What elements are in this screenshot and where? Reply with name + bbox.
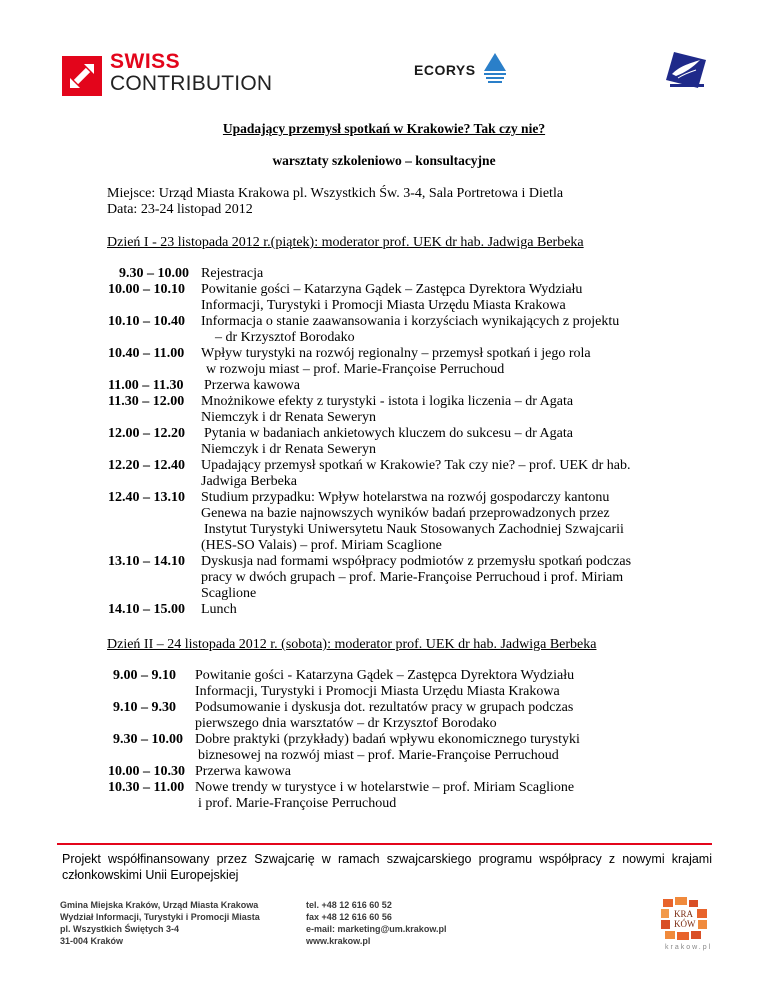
schedule-desc: – dr Krzysztof Borodako — [215, 330, 355, 345]
schedule-desc: Przerwa kawowa — [204, 378, 301, 393]
krakow-logo-text-top: KRA — [674, 909, 694, 919]
krakow-logo — [661, 897, 707, 946]
address-line: Wydział Informacji, Turystyki i Promocji Miasta — [60, 912, 260, 922]
schedule-desc: Powitanie gości – Katarzyna Gądek – Zastępca Dyrektora Wydziału — [201, 282, 583, 297]
schedule-time: 11.30 – 12.00 — [108, 394, 185, 409]
schedule-desc: Genewa na bazie najnowszych wyników badań przeprowadzonych przez — [201, 506, 610, 521]
schedule-time: 9.30 – 10.00 — [113, 732, 183, 747]
schedule-time: 9.10 – 9.30 — [113, 700, 176, 715]
schedule-desc: Dobre praktyki (przykłady) badań wpływu ekonomicznego turystyki — [195, 732, 580, 747]
schedule-desc: Powitanie gości - Katarzyna Gądek – Zastępca Dyrektora Wydziału — [195, 668, 575, 683]
footer-funding-note: Projekt współfinansowany przez Szwajcarię w ramach szwajcarskiego programu współpracy z nowymi krajami członkowskimi Unii Europejskiej — [62, 852, 712, 882]
schedule-desc: w rozwoju miast – prof. Marie-Françoise Perruchoud — [206, 362, 505, 377]
contact-website[interactable]: www.krakow.pl — [306, 936, 371, 946]
day1-heading: Dzień I - 23 listopada 2012 r.(piątek): moderator prof. UEK dr hab. Jadwiga Berbeka — [107, 235, 584, 250]
contact-fax: fax +48 12 616 60 56 — [306, 912, 392, 922]
schedule-time: 10.40 – 11.00 — [108, 346, 185, 361]
schedule-time: 10.10 – 10.40 — [108, 314, 185, 329]
schedule-desc: Wpływ turystyki na rozwój regionalny – przemysł spotkań i jego rola — [201, 346, 591, 361]
schedule-desc: pierwszego dnia warsztatów – dr Krzysztof Borodako — [195, 716, 497, 731]
schedule-desc: Informacja o stanie zaawansowania i korzyściach wynikających z projektu — [201, 314, 620, 329]
schedule-time: 10.30 – 11.00 — [108, 780, 185, 795]
schedule-time: 13.10 – 14.10 — [108, 554, 185, 569]
schedule-desc: Scaglione — [201, 586, 257, 601]
footer-divider — [57, 843, 712, 845]
date-line: Data: 23-24 listopad 2012 — [107, 202, 253, 217]
schedule-desc: pracy w dwóch grupach – prof. Marie-Françoise Perruchoud i prof. Miriam — [201, 570, 624, 585]
schedule-time: 14.10 – 15.00 — [108, 602, 185, 617]
ecorys-sail-icon — [482, 53, 508, 90]
address-line: pl. Wszystkich Świętych 3-4 — [60, 924, 180, 934]
schedule-time: 11.00 – 11.30 — [108, 378, 184, 393]
ecorys-logo-text: ECORYS — [414, 62, 476, 78]
schedule-time: 9.30 – 10.00 — [119, 266, 189, 281]
krakow-url: krakow.pl — [665, 944, 713, 951]
bird-emblem-icon — [664, 48, 708, 97]
schedule-desc: (HES-SO Valais) – prof. Miriam Scaglione — [201, 538, 442, 553]
schedule-time: 12.20 – 12.40 — [108, 458, 185, 473]
swiss-logo-text-1: SWISS — [110, 50, 181, 73]
schedule-time: 10.00 – 10.30 — [108, 764, 185, 779]
footer-address — [60, 899, 260, 947]
schedule-desc: Lunch — [201, 602, 237, 617]
krakow-logo-text-bottom: KÓW — [674, 919, 696, 929]
schedule-time: 10.00 – 10.10 — [108, 282, 185, 297]
schedule-desc: Mnożnikowe efekty z turystyki - istota i logika liczenia – dr Agata — [201, 394, 574, 409]
schedule-desc: Przerwa kawowa — [195, 764, 292, 779]
contact-phone: tel. +48 12 616 60 52 — [306, 900, 392, 910]
schedule-time: 12.00 – 12.20 — [108, 426, 185, 441]
swiss-flag-icon — [62, 56, 102, 96]
schedule-desc: Studium przypadku: Wpływ hotelarstwa na rozwój gospodarczy kantonu — [201, 490, 610, 505]
schedule-desc: Jadwiga Berbeka — [201, 474, 298, 489]
schedule-desc: Niemczyk i dr Renata Seweryn — [201, 442, 376, 457]
schedule-desc: Informacji, Turystyki i Promocji Miasta Urzędu Miasta Krakowa — [201, 298, 566, 313]
contact-email[interactable]: e-mail: marketing@um.krakow.pl — [306, 924, 447, 934]
swiss-logo-text-2: CONTRIBUTION — [110, 72, 273, 95]
address-line: Gmina Miejska Kraków, Urząd Miasta Krakowa — [60, 900, 259, 910]
document-title: Upadający przemysł spotkań w Krakowie? Tak czy nie? — [222, 121, 546, 136]
document-subtitle: warsztaty szkoleniowo – konsultacyjne — [272, 153, 496, 168]
schedule-desc: Rejestracja — [201, 266, 264, 281]
place-line: Miejsce: Urząd Miasta Krakowa pl. Wszystkich Św. 3-4, Sala Portretowa i Dietla — [107, 186, 564, 201]
day2-heading: Dzień II – 24 listopada 2012 r. (sobota): moderator prof. UEK dr hab. Jadwiga Berbeka — [107, 637, 597, 652]
address-line: 31-004 Kraków — [60, 936, 124, 946]
schedule-desc: Upadający przemysł spotkań w Krakowie? Tak czy nie? – prof. UEK dr hab. — [201, 458, 631, 473]
schedule-desc: Nowe trendy w turystyce i w hotelarstwie – prof. Miriam Scaglione — [195, 780, 575, 795]
schedule-desc: biznesowej na rozwój miast – prof. Marie-Françoise Perruchoud — [198, 748, 559, 763]
schedule-desc: Dyskusja nad formami współpracy podmiotów z przemysłu spotkań podczas — [201, 554, 632, 569]
schedule-desc: Instytut Turystyki Uniwersytetu Nauk Stosowanych Zachodniej Szwajcarii — [204, 522, 624, 537]
schedule-time: 9.00 – 9.10 — [113, 668, 176, 683]
schedule-time: 12.40 – 13.10 — [108, 490, 185, 505]
footer-contact — [306, 899, 446, 947]
schedule-desc: i prof. Marie-Françoise Perruchoud — [198, 796, 397, 811]
schedule-desc: Informacji, Turystyki i Promocji Miasta Urzędu Miasta Krakowa — [195, 684, 560, 699]
schedule-desc: Podsumowanie i dyskusja dot. rezultatów pracy w grupach podczas — [195, 700, 574, 715]
schedule-desc: Niemczyk i dr Renata Seweryn — [201, 410, 376, 425]
schedule-desc: Pytania w badaniach ankietowych kluczem do sukcesu – dr Agata — [204, 426, 573, 441]
